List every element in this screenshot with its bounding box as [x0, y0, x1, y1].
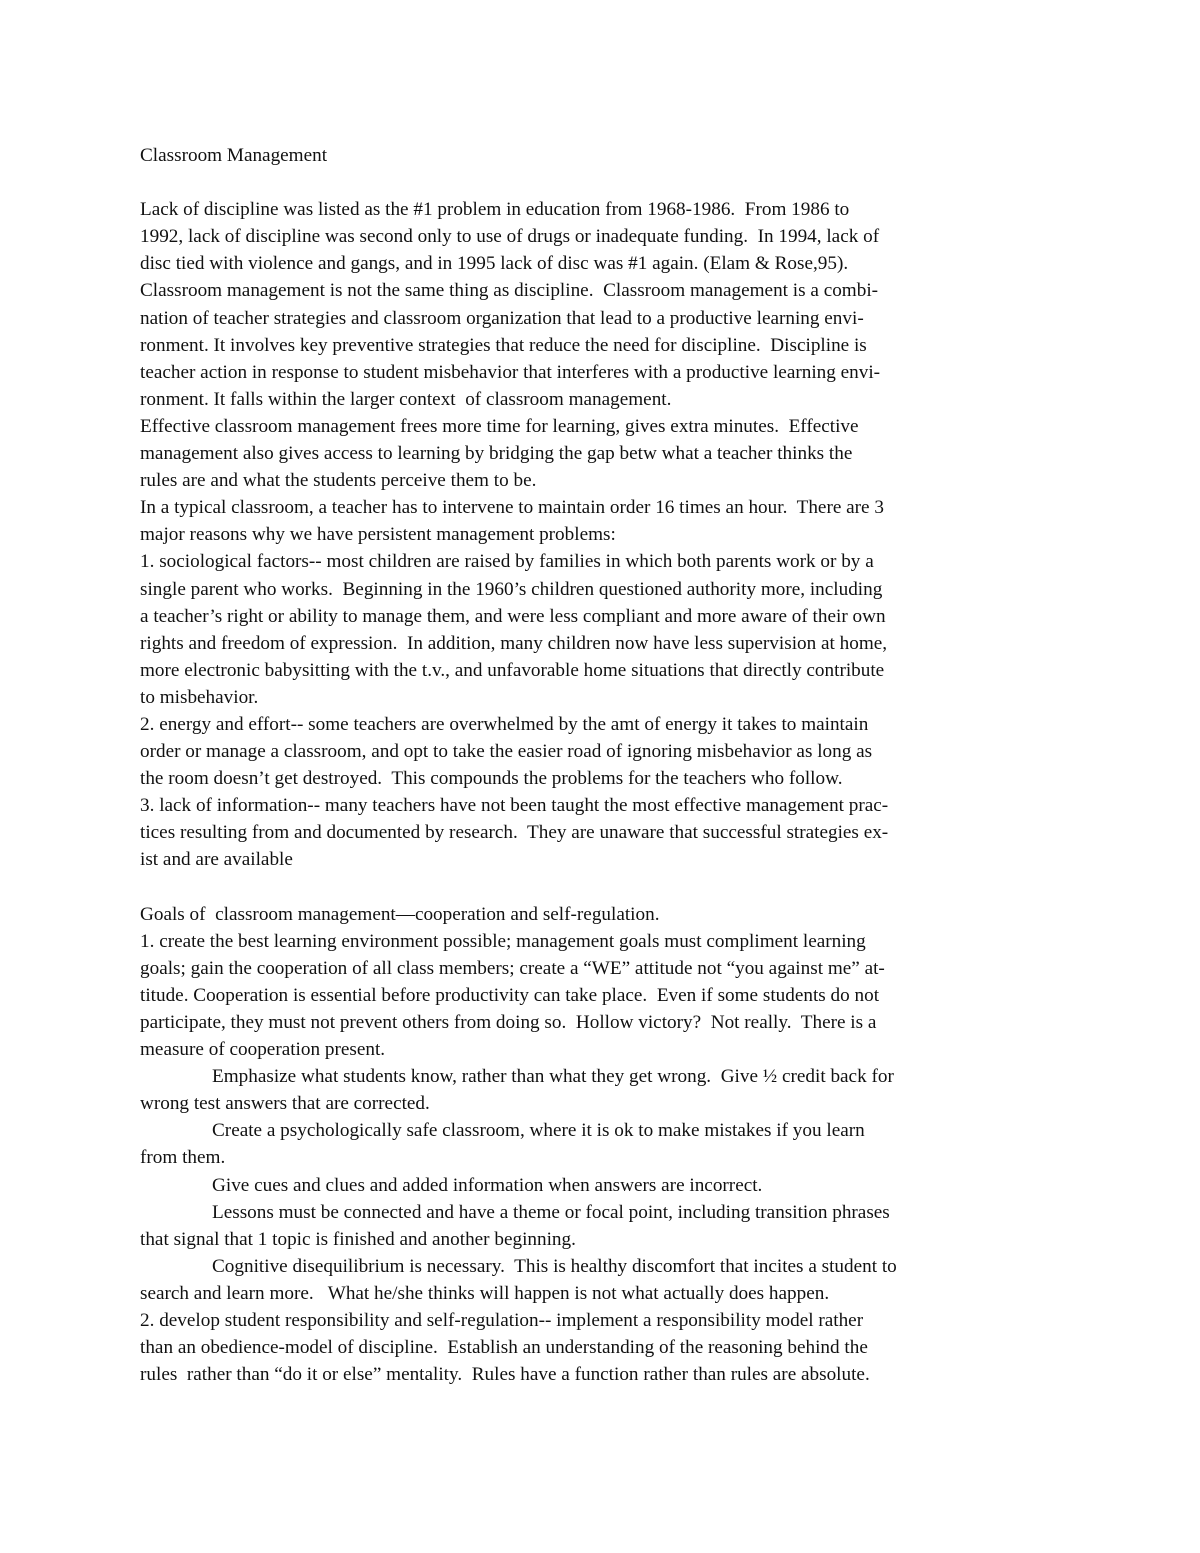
text-line: Effective classroom management frees more time for learning, gives extra minutes. Effective: [140, 415, 859, 437]
text-line: Create a psychologically safe classroom, where it is ok to make mistakes if you learn: [212, 1120, 865, 1142]
text-line: Emphasize what students know, rather than what they get wrong. Give ½ credit back for: [212, 1066, 894, 1088]
text-line: teacher action in response to student misbehavior that interferes with a productive learning envi-: [140, 361, 881, 383]
text-line: 1. sociological factors-- most children are raised by families in which both parents work or by a: [140, 551, 874, 573]
text-line: a teacher’s right or ability to manage them, and were less compliant and more aware of their own: [140, 605, 886, 627]
text-line: nation of teacher strategies and classroom organization that lead to a productive learning envi-: [140, 307, 864, 329]
text-line: In a typical classroom, a teacher has to intervene to maintain order 16 times an hour. There are 3: [140, 497, 884, 519]
text-line: Give cues and clues and added information when answers are incorrect.: [212, 1174, 763, 1196]
text-line: Lack of discipline was listed as the #1 problem in education from 1968-1986. From 1986 to: [140, 199, 850, 221]
text-line: ronment. It involves key preventive strategies that reduce the need for discipline. Discipline is: [140, 334, 867, 356]
text-line: participate, they must not prevent others from doing so. Hollow victory? Not really. There is a: [140, 1012, 877, 1033]
text-line: Goals of classroom management—cooperation and self-regulation.: [140, 903, 660, 925]
text-line: the room doesn’t get destroyed. This compounds the problems for the teachers who follow.: [140, 768, 843, 790]
text-line: wrong test answers that are corrected.: [140, 1093, 430, 1115]
text-line: single parent who works. Beginning in the 1960’s children questioned authority more, including: [140, 578, 883, 600]
text-line: search and learn more. What he/she thinks will happen is not what actually does happen.: [140, 1282, 830, 1304]
text-line: Lessons must be connected and have a theme or focal point, including transition phrases: [212, 1201, 890, 1223]
text-line: 2. develop student responsibility and self-regulation-- implement a responsibility model rather: [140, 1310, 864, 1332]
text-line: rights and freedom of expression. In addition, many children now have less supervision at home,: [140, 632, 888, 654]
text-line: goals; gain the cooperation of all class members; create a “WE” attitude not “you against me” at-: [140, 957, 885, 979]
text-line: 2. energy and effort-- some teachers are overwhelmed by the amt of energy it takes to maintain: [140, 713, 869, 735]
text-line: order or manage a classroom, and opt to take the easier road of ignoring misbehavior as long as: [140, 741, 873, 763]
document-title: Classroom Management: [140, 145, 328, 166]
text-line: measure of cooperation present.: [140, 1039, 386, 1061]
text-line: titude. Cooperation is essential before productivity can take place. Even if some students do not: [140, 984, 880, 1006]
document-page: [140, 142, 1080, 1388]
document-body: [140, 169, 1080, 1388]
text-line: ist and are available: [140, 849, 293, 871]
text-line: than an obedience-model of discipline. Establish an understanding of the reasoning behind the: [140, 1337, 868, 1359]
text-line: ronment. It falls within the larger context of classroom management.: [140, 388, 672, 410]
text-line: tices resulting from and documented by research. They are unaware that successful strategies ex-: [140, 822, 889, 844]
text-line: 1. create the best learning environment possible; management goals must compliment learning: [140, 930, 866, 952]
text-line: from them.: [140, 1147, 226, 1169]
text-line: Cognitive disequilibrium is necessary. This is healthy discomfort that incites a student to: [212, 1255, 897, 1277]
text-line: more electronic babysitting with the t.v., and unfavorable home situations that directly contribute: [140, 659, 885, 681]
blank-line: [140, 169, 1080, 196]
text-line: that signal that 1 topic is finished and another beginning.: [140, 1228, 576, 1250]
text-line: major reasons why we have persistent management problems:: [140, 524, 616, 546]
blank-line: [140, 874, 1080, 901]
text-line: disc tied with violence and gangs, and in 1995 lack of disc was #1 again. (Elam & Rose,95).: [140, 253, 849, 275]
text-line: to misbehavior.: [140, 686, 259, 708]
text-line: rules are and what the students perceive them to be.: [140, 470, 537, 492]
text-line: 3. lack of information-- many teachers have not been taught the most effective management prac-: [140, 795, 889, 817]
text-line: 1992, lack of discipline was second only to use of drugs or inadequate funding. In 1994, lack of: [140, 226, 880, 248]
text-line: Classroom management is not the same thing as discipline. Classroom management is a combi-: [140, 280, 879, 302]
text-line: management also gives access to learning by bridging the gap betw what a teacher thinks the: [140, 443, 853, 465]
text-line: rules rather than “do it or else” mentality. Rules have a function rather than rules are absolute.: [140, 1364, 870, 1386]
